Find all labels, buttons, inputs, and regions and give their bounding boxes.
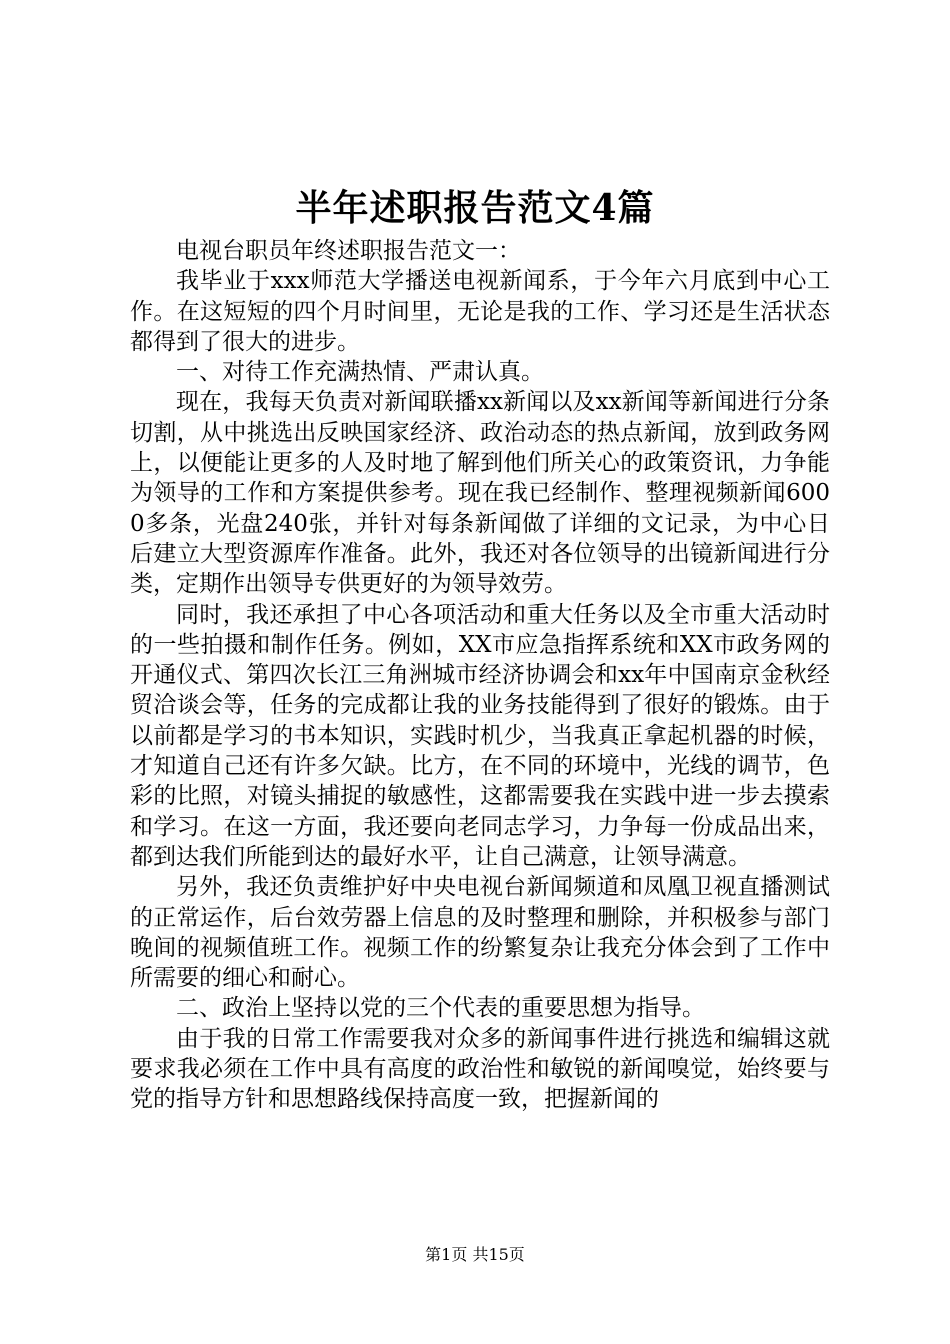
section-heading-2: 二、政治上坚持以党的三个代表的重要思想为指导。 <box>176 995 705 1022</box>
paragraph-subtitle: 电视台职员年终述职报告范文一： <box>176 238 521 264</box>
paragraph-work-duties: 现在，我每天负责对新闻联播xx新闻以及xx新闻等新闻进行分条切割，从中挑选出反映国家经济、政治动态的热点新闻，放到政务网上，以便能让更多的人及时地了解到他们所关心的政策资讯，力争能为领导的工作和方案提供参考。现在我已经制作、整理视频新闻6000多条，光盘240张，并针对每条新闻做了详细的文记录，为中心日后建立大型资源库作准备。此外，我还对各位领导的出镜新闻进行分类，定期作出领导专供更好的为领导效劳。 <box>130 389 830 598</box>
paragraph-intro: 我毕业于xxx师范大学播送电视新闻系，于今年六月底到中心工作。在这短短的四个月时间里，无论是我的工作、学习还是生活状态都得到了很大的进步。 <box>130 268 830 355</box>
document-body <box>130 236 830 1115</box>
paragraph-tasks: 同时，我还承担了中心各项活动和重大任务以及全市重大活动时的一些拍摄和制作任务。例如，XX市应急指挥系统和XX市政务网的开通仪式、第四次长江三角洲城市经济协调会和xx年中国南京金秋经贸洽谈会等，任务的完成都让我的业务技能得到了很好的锻炼。由于以前都是学习的书本知识，实践时机少，当我真正拿起机器的时候，才知道自己还有许多欠缺。比方，在不同的环境中，光线的调节，色彩的比照，对镜头捕捉的敏感性，这都需要我在实践中进一步去摸索和学习。在这一方面，我还要向老同志学习，力争每一份成品出来，都到达我们所能到达的最好水平，让自己满意，让领导满意。 <box>130 601 830 870</box>
paragraph-maintenance: 另外，我还负责维护好中央电视台新闻频道和凤凰卫视直播测试的正常运作，后台效劳器上信息的及时整理和删除，并积极参与部门晚间的视频值班工作。视频工作的纷繁复杂让我充分体会到了工作中所需要的细心和耐心。 <box>130 874 830 992</box>
paragraph-politics: 由于我的日常工作需要我对众多的新闻事件进行挑选和编辑这就要求我必须在工作中具有高度的政治性和敏锐的新闻嗅觉，始终要与党的指导方针和思想路线保持高度一致，把握新闻的 <box>130 1025 830 1113</box>
section-heading-1: 一、对待工作充满热情、严肃认真。 <box>176 359 544 386</box>
page-footer: 第1页 共15页 <box>425 1245 525 1264</box>
document-title: 半年述职报告范文4篇 <box>295 187 655 229</box>
